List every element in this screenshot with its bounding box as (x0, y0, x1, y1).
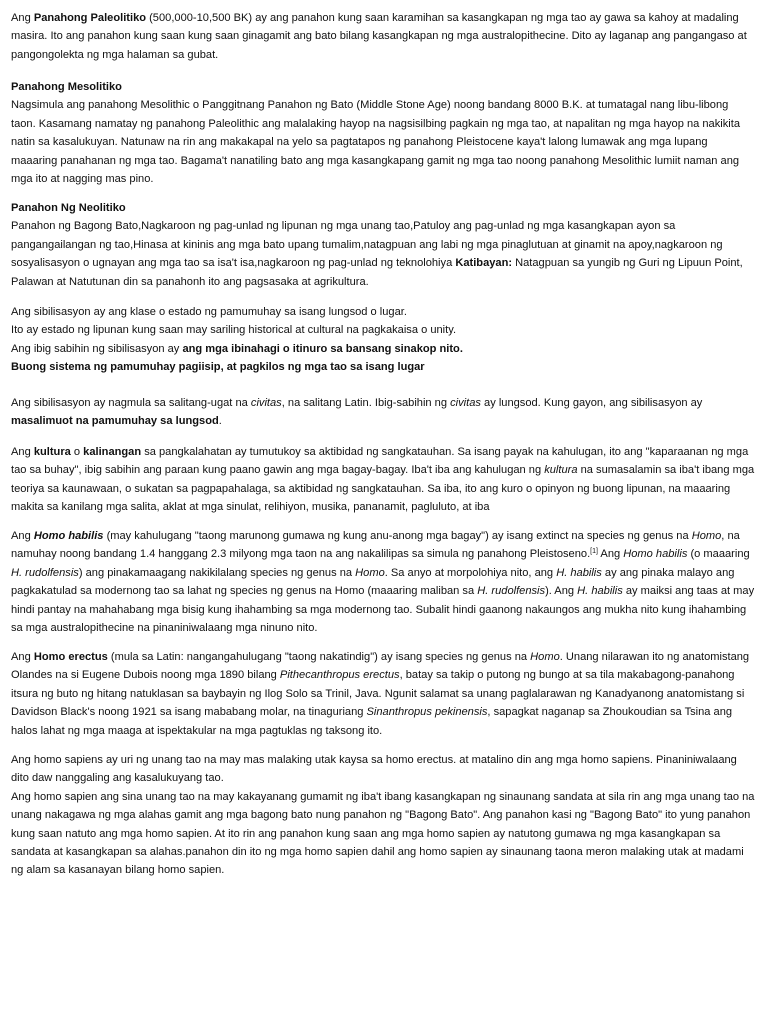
text: Ang sibilisasyon ay nagmula sa salitang-ugat na (11, 397, 251, 409)
term: H. rudolfensis (477, 585, 546, 598)
text: . Sa anyo at morpolohiya nito, ang (384, 566, 557, 579)
text: Ang (11, 530, 34, 542)
text: , na salitang Latin. Ibig-sabihin ng (281, 397, 451, 409)
paragraph-neolithic (11, 217, 756, 291)
text: ). Ang (545, 585, 578, 598)
line: Ang sibilisasyon ay ang klase o estado ng pamumuhay sa isang lungsod o lugar. (11, 306, 407, 318)
paragraph-kultura (11, 443, 756, 517)
text: (may kahulugang "taong marunong gumawa ng kung anu-anong mga bagay") ay isang extinct na species ng genus na (103, 530, 692, 542)
term-katibayan: Katibayan: (455, 257, 513, 270)
paragraph-mesolithic: Nagsimula ang panahong Mesolithic o Panggitnang Panahon ng Bato (Middle Stone Age) noong bandang 8000 B.K. at tumatagal nang libu-libong taon. Kasamang namatay ng panahong Paleolithic ang malalaking hayop na nagsisilbing pagkain ng mga tao, at napalitan ng mga hayop na nakikita natin sa kasalukuyan. Natunaw na rin ang makakapal na yelo sa pagtatapos ng panahong Pleistocene kaya't lalong lumawak ang mga lupang maaaring panahanan ng mga tao. Bagama't nanatiling bato ang mga kasangkapang gamit ng mga tao noong panahong Mesolithic lumiit naman ang mga ito at nagging mas pino. (11, 99, 740, 186)
paragraph-homo-erectus (11, 648, 756, 740)
heading-text: Panahon Ng Neolitiko (11, 202, 126, 214)
text: . (218, 415, 222, 428)
text: Panahon ng Bagong Bato,Nagkaroon ng pag-unlad ng lipunan ng mga unang tao,Patuloy ang pag-unlad ng mga kasangkapan ayon sa pangangailangan ng tao,Hinasa at kininis ang mga bato upang tumalim,natagpuan ang labi ng mga pinaglutuan at ginamit na apoy,nagkaroon ng sosyalisasyon o ugnayan ang mga tao sa isa't isa,nagkaroon ng pag-unlad ng teknolohiya (11, 220, 723, 270)
term: Homo (530, 651, 560, 663)
text: Ang (11, 12, 34, 24)
term: Sinanthropus pekinensis (366, 706, 488, 719)
text: (mula sa Latin: nangangahulugang "taong nakatindig") ay isang species ng genus na (107, 651, 531, 663)
term: Homo (355, 566, 385, 579)
text: Natagpuan sa yungib ng Guri ng Lipuun Point, Palawan at Natutunan din sa panahonh ito ang pagsasaka at agrikultura. (11, 257, 743, 288)
paragraph: Ang homo sapiens ay uri ng unang tao na may mas malaking utak kaysa sa homo erectus. at matalino din ang mga homo sapiens. Pinaniniwalaang dito daw nanggaling ang kasalukuyang tao. (11, 754, 737, 785)
text: na sumasalamin sa iba't ibang mga teoriya sa kaunawaan, o sukatan sa pagpapahalaga, sa aktibidad ng sangkatauhan. Sa iba, ito ang kuro o opinyon ng buong lipunan, na maaaring makita sa kanilang mga salita, aklat at mga sinulat, relihiyon, musika, pananamit, pagluluto, at iba (11, 464, 755, 514)
text: Ang (11, 446, 34, 458)
line: Ito ay estado ng lipunan kung saan may sariling historical at cultural na pagkakaisa o unity. (11, 324, 457, 337)
text: , batay sa takip o putong ng bungo at sa tila makabagong-panahong itsura ng buto ng hitang natuklasan sa baybayin ng Ilog Solo sa Trinil, Java. Ngunit salamat sa unang paglalarawan ng Kanadyanong anatomistang si Davidson Black's noong 1921 sa isang mababang molar, na tinaguriang (11, 669, 745, 719)
footnote-reference-link[interactable]: [1] (590, 548, 598, 556)
heading-text: Panahong Mesolitiko (11, 81, 122, 93)
section-neolithic (11, 199, 756, 291)
line (11, 358, 756, 376)
bold-text: Buong sistema ng pamumuhay pagiisip, at pagkilos ng mga tao sa isang lugar (11, 361, 425, 374)
term-homo: Homo (691, 530, 722, 542)
text: ) ang pinakamaagang nakikilalang species ng genus na (78, 566, 356, 579)
term: H. habilis (556, 566, 602, 579)
term: Homo habilis (623, 548, 688, 561)
heading-mesolithic (11, 78, 756, 96)
term: H. habilis (577, 585, 623, 598)
term-text: Homo habilis (33, 530, 104, 542)
term-kultura: kultura (544, 464, 578, 477)
paragraph-civitas (11, 394, 756, 431)
text: , sapagkat naganap sa Zhoukoudian sa Tsina ang halos lahat ng mga maaga at ispektakular na mga pagtuklas ng taksong ito. (11, 706, 733, 737)
text: Ang ibig sabihin ng sibilisasyon ay (11, 342, 183, 355)
text: Ang (11, 651, 34, 663)
section-homo-sapiens (11, 751, 756, 880)
section-sibilisasyon (11, 303, 756, 377)
text: . Unang nilarawan ito ng anatomistang Olandes na si Eugene Dubois noong mga 1890 bilang (11, 651, 750, 682)
text: sa pangkalahatan ay tumutukoy sa aktibidad ng sangkatauhan. Sa isang payak na kahulugan, ito ang "kaparaanan ng mga tao sa buhay", ibig sabihin ang paraan kung paano gawin ang mga bagay-bagay. Iba't iba ang kahulugan ng (11, 446, 749, 477)
term-civitas: civitas (450, 397, 481, 409)
text: (500,000-10,500 BK) ay ang panahon kung saan karamihan sa kasangkapan ng mga tao ay gawa sa kahoy at madaling masira. Ito ang panahon kung saan kung saan ginagamit ang bato bilang kasangkapan ng mga australopithecine. Dito ay laganap ang pangangaso at pangongolekta ng mga halaman sa gubat. (11, 12, 747, 61)
term: H. rudolfensis (11, 566, 79, 579)
text: o (70, 446, 84, 458)
term-panahong-paleolitiko: Panahong Paleolitiko (33, 12, 147, 24)
text: (o maaaring (687, 548, 750, 561)
term: Pithecanthropus erectus (279, 669, 400, 682)
text: ay maiksi ang taas at may hindi pantay na mahahabang mga bisig kung ihahambing sa mga modernong tao. Subalit hindi gaanong nakaungos ang mukha nito kung ihahambing sa mga australopithecine na pinaniniwalaang mga ninuno nito. (11, 585, 755, 635)
text: , na namuhay noong bandang 1.4 hanggang 2.3 milyong mga taon na ang nakalilipas sa simula ng panahong Pleistoseno. (11, 530, 740, 561)
text: Ang (597, 548, 624, 561)
term-kultura: kultura (33, 446, 71, 458)
section-mesolithic (11, 78, 756, 188)
bold-text: masalimuot na pamumuhay sa lungsod (11, 415, 219, 428)
term-homo-habilis (34, 530, 104, 542)
heading-neolithic (11, 199, 756, 217)
term-homo-erectus: Homo erectus (33, 651, 108, 663)
text: ay lungsod. Kung gayon, ang sibilisasyon ay (480, 397, 703, 409)
bold-text: ang mga ibinahagi o itinuro sa bansang sinakop nito. (182, 342, 463, 355)
paragraph-homo-habilis (11, 527, 756, 637)
text: ay ang pinaka malayo ang pagkakatulad sa modernong tao sa lahat ng species ng genus na Homo (maaaring maliban sa (11, 566, 735, 598)
term-kalinangan: kalinangan (83, 446, 142, 458)
term-civitas: civitas (250, 397, 282, 409)
line (11, 340, 756, 358)
paragraph: Ang homo sapien ang sina unang tao na may kakayanang gumamit ng iba't ibang kasangkapan ng sinaunang sandata at sila rin ang mga unang tao na unang nakagawa ng mga alahas gamit ang mga bagong bato nung panahon ng "Bagong Bato". Ang panahon kasi ng "Bagong Bato" ito yung panahon kung saan natuto ang mga homo sapien. At ito rin ang panahon kung saan ang mga homo sapien ay natutong gumawa ng mga kasangkapan sa sandata at kasangkapan sa alahas.panahon din ito ng mga homo sapien dahil ang homo sapien ay sinaunang taona meron malaking utak at madami ng alam sa kasanayan bilang homo sapien. (11, 790, 755, 877)
paragraph-paleolithic (11, 9, 756, 64)
